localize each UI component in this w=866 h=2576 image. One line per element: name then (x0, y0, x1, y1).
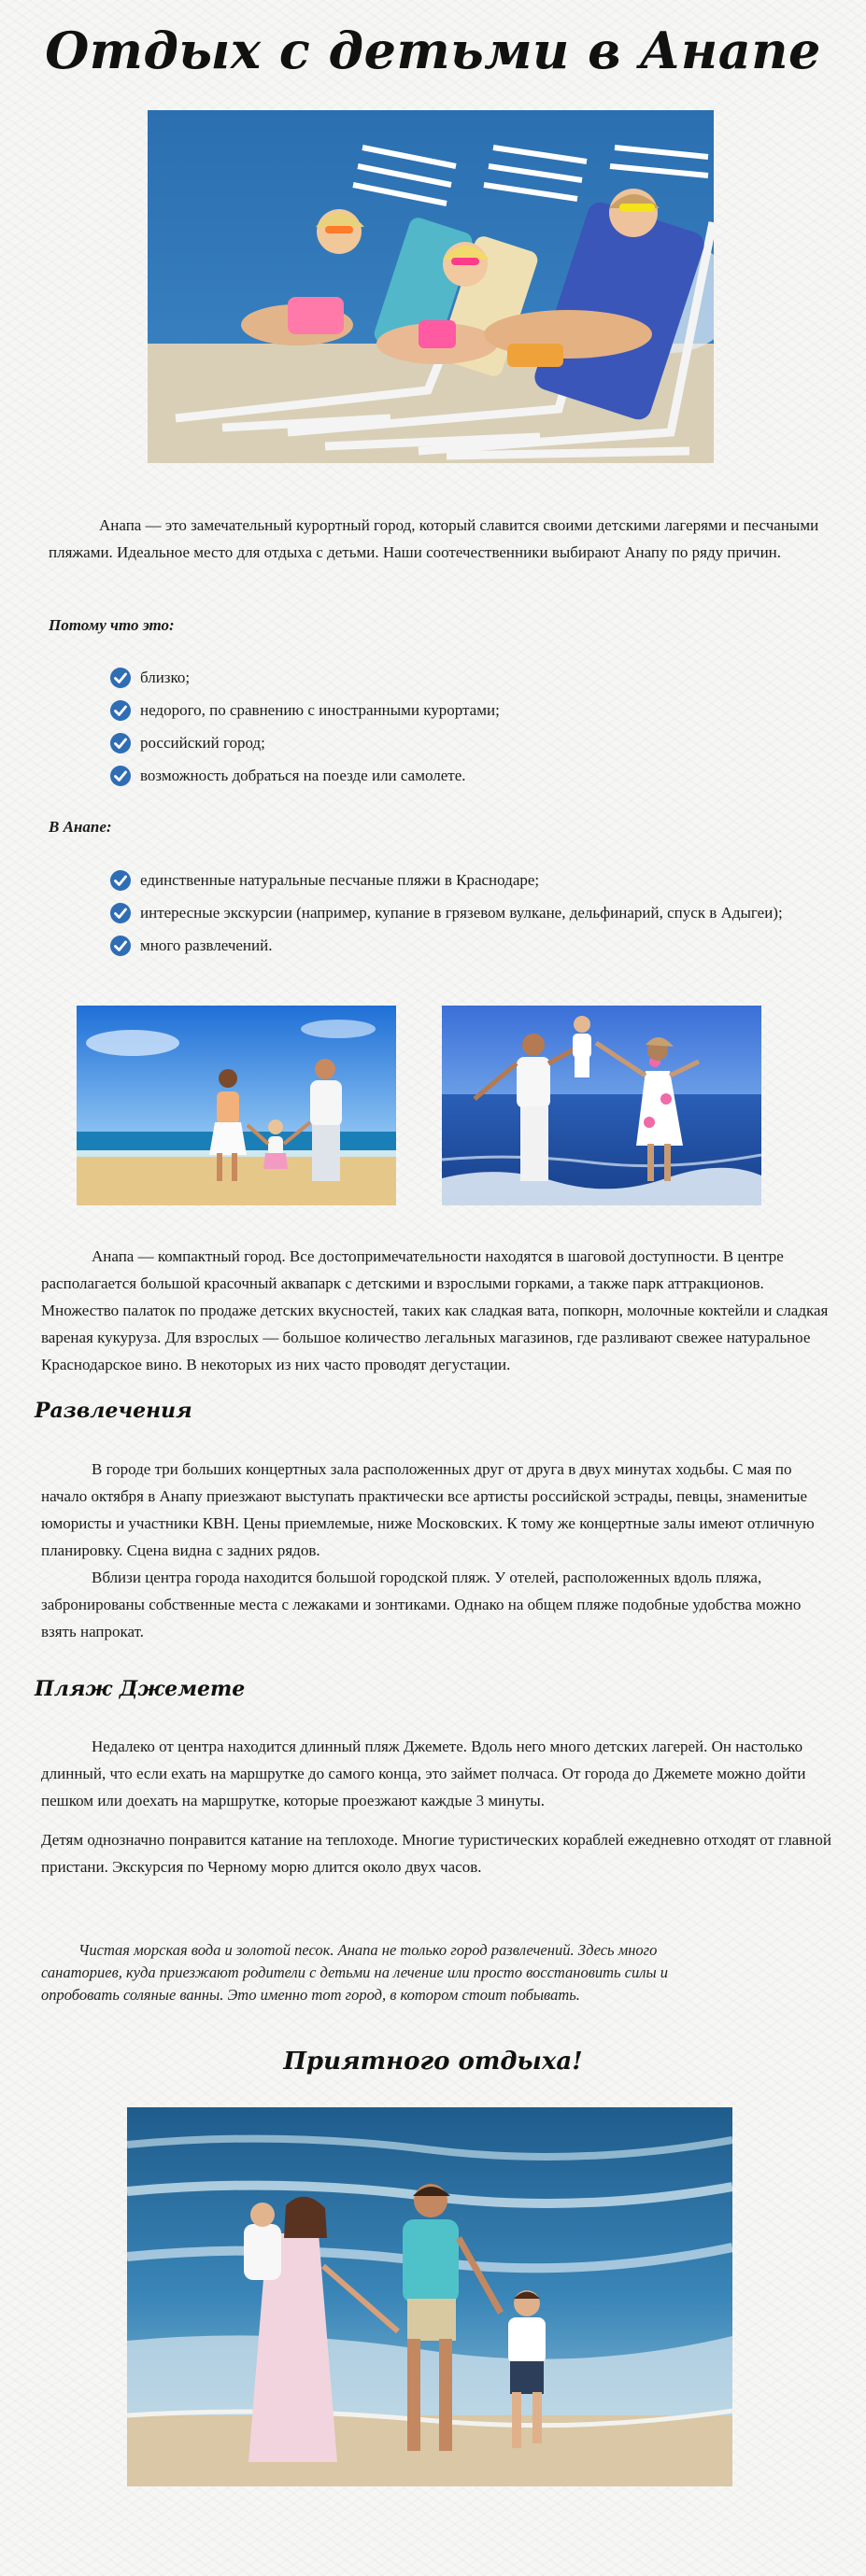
checkmark-icon (110, 936, 131, 956)
reasons-heading: Потому что это: (49, 616, 175, 634)
photo-bottom-svg (127, 2107, 732, 2486)
list-item-text: недорого, по сравнению с иностранными курортами; (140, 701, 500, 719)
list-item-text: единственные натуральные песчаные пляжи в Краснодаре; (140, 871, 540, 889)
intro-paragraph: Анапа — это замечательный курортный город, который славится своими детскими лагерями и песчаными пляжами. Идеальное место для отдыха с детьми. Наши соотечественники выбирают Анапу по ряду причин. (49, 516, 819, 561)
page-title: Отдых с детьми в Анапе (45, 21, 821, 80)
farewell-heading: Приятного отдыха! (283, 2048, 583, 2076)
list-item-text: возможность добраться на поезде или самолете. (140, 767, 466, 784)
list-item (110, 665, 839, 697)
checkmark-icon (110, 870, 131, 891)
list-item (110, 900, 848, 933)
family-sea-photo-right (442, 1006, 761, 1205)
family-beach-photo-left (77, 1006, 396, 1205)
dzhemete-heading: Пляж Джемете (35, 1677, 246, 1701)
list-item-text: российский город; (140, 734, 265, 752)
entertainment-paragraph-2: Вблизи центра города находится большой городской пляж. У отелей, расположенных вдоль пляжа, забронированы собственные места с лежаками и зонтиками. Однако на общем пляже подобные удобства можно взять напрокат. (41, 1569, 802, 1640)
checkmark-icon (110, 700, 131, 721)
hero-image (148, 110, 714, 463)
checkmark-icon (110, 668, 131, 688)
list-item (110, 933, 848, 965)
quote-paragraph: Чистая морская вода и золотой песок. Анапа не только город развлечений. Здесь много санаториев, куда приезжают родители с детьми на лечение или просто восстановить силы и опробовать соляные ванны. Это именно тот город, в котором стоит побывать. (41, 1941, 668, 2004)
reasons-list (110, 665, 839, 795)
compact-city-paragraph: Анапа — компактный город. Все достопримечательности находятся в шаговой доступности. В центре располагается большой красочный аквапарк с детскими и взрослыми горками, а также парк аттракционов. Множество палаток по продаже детских вкусностей, таких как сладкая вата, попкорн, молочные коктейли и сладкая вареная кукуруза. Для взрослых — большое количество легальных магазинов, где разливают свежее натуральное Краснодарское вино. В некоторых из них часто проводят дегустации. (41, 1247, 829, 1373)
checkmark-icon (110, 766, 131, 786)
entertainment-heading: Развлечения (35, 1399, 192, 1423)
photo-right-svg (442, 1006, 761, 1205)
in-anapa-heading: В Анапе: (49, 818, 112, 836)
checkmark-icon (110, 903, 131, 923)
list-item (110, 763, 839, 795)
dzhemete-paragraph-2: Детям однозначно понравится катание на теплоходе. Многие туристических кораблей ежедневно отходят от главной пристани. Экскурсия по Черному морю длится около двух часов. (41, 1831, 831, 1876)
photo-left-svg (77, 1006, 396, 1205)
hero-photo-svg (148, 110, 714, 463)
list-item-text: много развлечений. (140, 936, 273, 954)
checkmark-icon (110, 733, 131, 753)
dzhemete-paragraph-1: Недалеко от центра находится длинный пляж Джемете. Вдоль него много детских лагерей. Он настолько длинный, что если ехать на маршрутке до самого конца, это займет полчаса. От города до Джемете можно дойти пешком или доехать на маршрутке, которые проезжают каждые 3 минуты. (41, 1738, 806, 1809)
list-item-text: близко; (140, 669, 191, 686)
family-surf-photo-bottom (127, 2107, 732, 2486)
list-item (110, 730, 839, 763)
list-item (110, 697, 839, 730)
list-item-text: интересные экскурсии (например, купание в грязевом вулкане, дельфинарий, спуск в Адыгеи); (140, 904, 783, 922)
in-anapa-list (110, 867, 848, 965)
entertainment-paragraph-1: В городе три больших концертных зала расположенных друг от друга в двух минутах ходьбы. С мая по начало октября в Анапу приезжают выступать практически все артисты российской эстрады, певцы, знаменитые юмористы и участники КВН. Цены приемлемые, ниже Московских. К тому же концертные залы имеют отличную планировку. Сцена видна с задних рядов. (41, 1460, 815, 1559)
list-item (110, 867, 848, 900)
